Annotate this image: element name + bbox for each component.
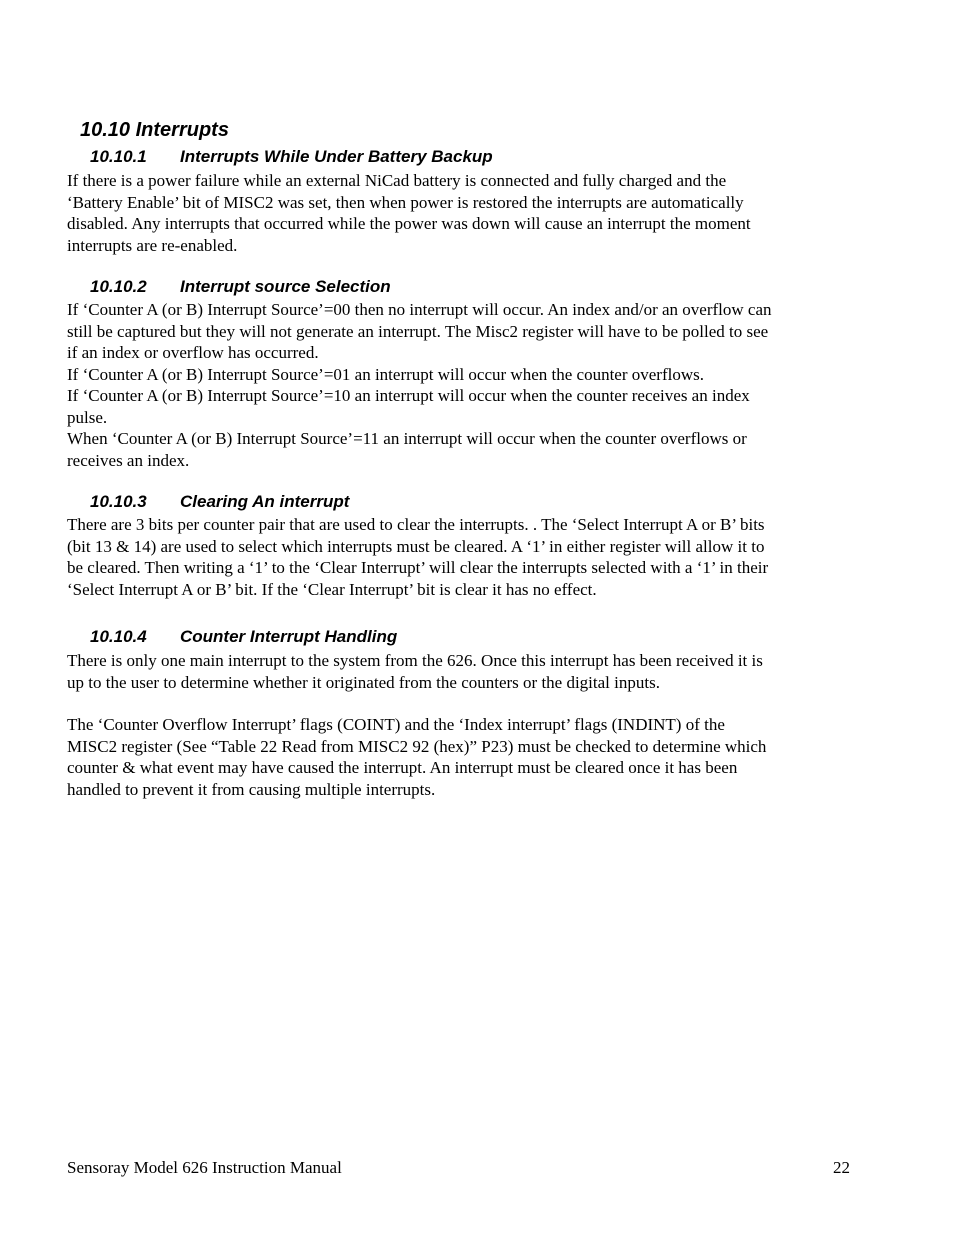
text-line: If ‘Counter A (or B) Interrupt Source’=10 an interrupt will occur when the counter receives an index (67, 386, 750, 405)
subsection-heading-handling (90, 626, 397, 648)
text-line: still be captured but they will not generate an interrupt. The Misc2 register will have to be polled to see (67, 321, 769, 341)
text-line: The ‘Counter Overflow Interrupt’ flags (COINT) and the ‘Index interrupt’ flags (INDINT) of the (67, 715, 725, 734)
subsection-title: Interrupt source Selection (180, 277, 391, 296)
section-heading (80, 117, 229, 143)
text-line: ‘Battery Enable’ bit of MISC2 was set, then when power is restored the interrupts are automatically (67, 192, 744, 212)
page-number: 22 (833, 1158, 850, 1177)
text-line: disabled. Any interrupts that occurred while the power was down will cause an interrupt the moment (67, 214, 751, 233)
text-line: There are 3 bits per counter pair that are used to clear the interrupts. . The ‘Select Interrupt A or B’ bits (67, 515, 765, 534)
text-line: receives an index. (67, 450, 190, 470)
paragraph-handling-flags (67, 714, 857, 800)
text-line: If there is a power failure while an external NiCad battery is connected and fully charged and the (67, 171, 727, 190)
subsection-heading-source-selection (90, 276, 391, 298)
paragraph-source-selection (67, 299, 857, 471)
subsection-number: 10.10.2 (90, 277, 147, 296)
text-line: interrupts are re-enabled. (67, 235, 238, 255)
subsection-title: Counter Interrupt Handling (180, 627, 398, 646)
text-line: pulse. (67, 407, 108, 427)
text-line: (bit 13 & 14) are used to select which interrupts must be cleared. A ‘1’ in either register will allow it to (67, 536, 765, 556)
section-title: Interrupts (135, 119, 229, 141)
subsection-title: Clearing An interrupt (180, 492, 350, 511)
subsection-number: 10.10.3 (90, 492, 147, 511)
subsection-number: 10.10.1 (90, 147, 147, 166)
footer-manual-title: Sensoray Model 626 Instruction Manual (67, 1158, 342, 1177)
text-line: counter & what event may have caused the interrupt. An interrupt must be cleared once it has been (67, 758, 738, 777)
text-line: MISC2 register (See “Table 22 Read from MISC2 92 (hex)” P23) must be checked to determine which (67, 736, 767, 756)
subsection-number: 10.10.4 (90, 627, 147, 646)
section-number: 10.10 (80, 119, 131, 141)
subsection-heading-battery-backup (90, 146, 493, 168)
text-line: if an index or overflow has occurred. (67, 343, 319, 362)
text-line: When ‘Counter A (or B) Interrupt Source’=11 an interrupt will occur when the counter overflows or (67, 429, 747, 448)
text-line: There is only one main interrupt to the system from the 626. Once this interrupt has been received it is (67, 651, 763, 670)
paragraph-handling (67, 650, 857, 693)
subsection-heading-clearing (90, 491, 349, 513)
text-line: be cleared. Then writing a ‘1’ to the ‘Clear Interrupt’ will clear the interrupts selected with a ‘1’ in their (67, 558, 769, 577)
subsection-title: Interrupts While Under Battery Backup (180, 147, 493, 166)
paragraph-battery-backup (67, 170, 857, 256)
text-line: If ‘Counter A (or B) Interrupt Source’=00 then no interrupt will occur. An index and/or an overflow can (67, 300, 772, 319)
text-line: up to the user to determine whether it originated from the counters or the digital inputs. (67, 672, 660, 692)
text-line: If ‘Counter A (or B) Interrupt Source’=01 an interrupt will occur when the counter overflows. (67, 364, 704, 384)
text-line: ‘Select Interrupt A or B’ bit. If the ‘Clear Interrupt’ bit is clear it has no effect. (67, 579, 597, 599)
text-line: handled to prevent it from causing multiple interrupts. (67, 779, 436, 799)
paragraph-clearing (67, 514, 857, 600)
